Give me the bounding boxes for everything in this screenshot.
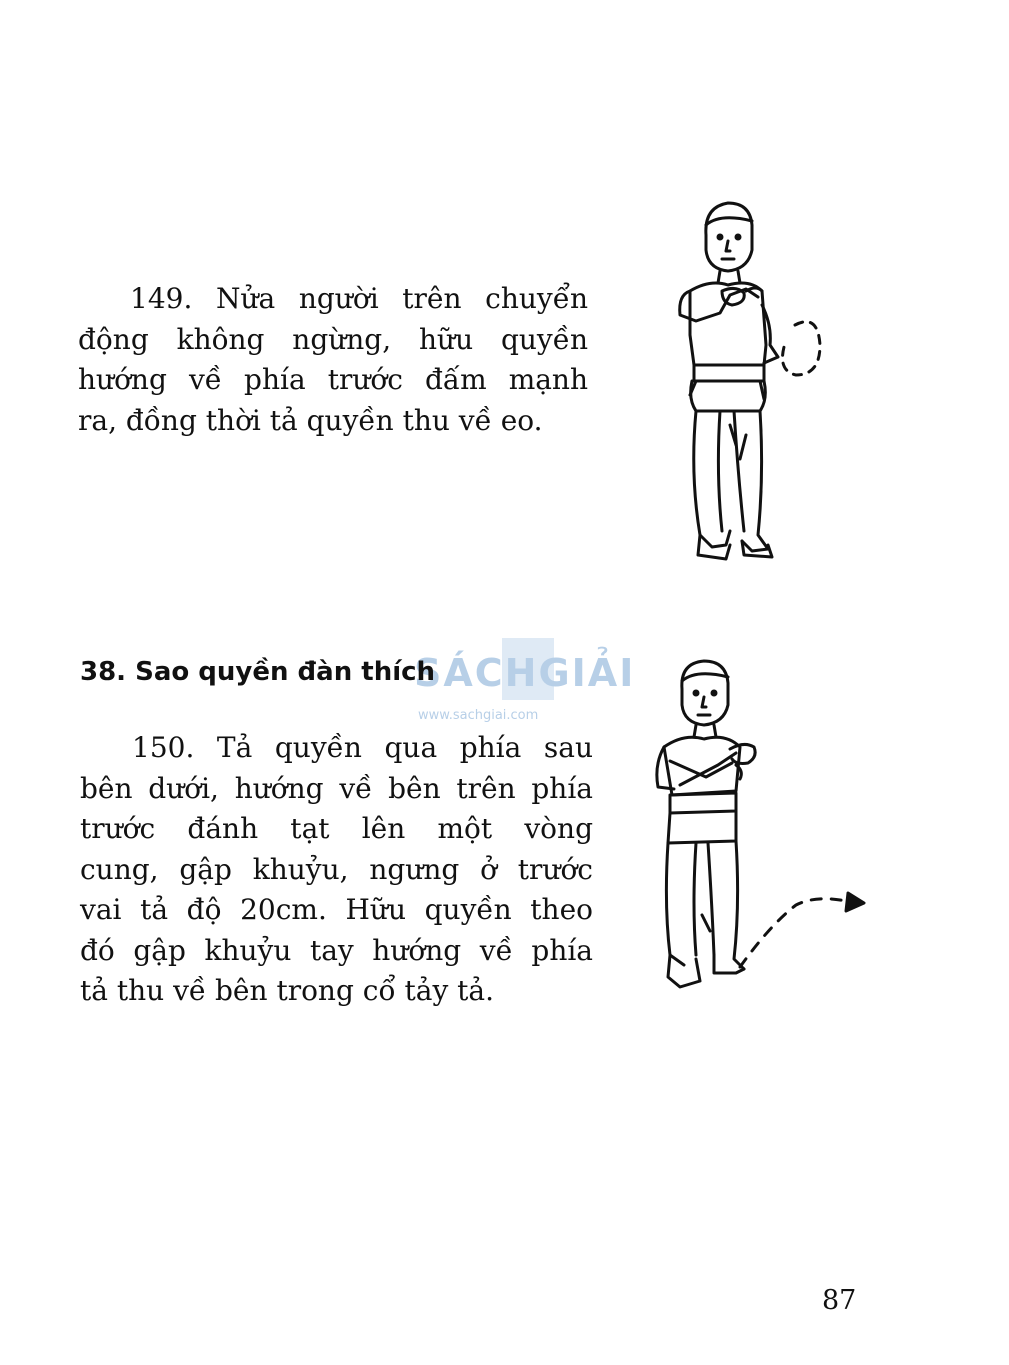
paragraph-line: cung, gập khuỷu, ngưng ở trước	[80, 852, 593, 886]
paragraph-line: trước đánh tạt lên một vòng	[80, 812, 593, 845]
watermark-url: www.sachgiai.com	[418, 708, 539, 723]
paragraph-150	[80, 728, 593, 1012]
martial-arts-figure-150-illustration	[640, 655, 880, 1000]
paragraph-line: hướng về phía trước đấm mạnh	[78, 363, 588, 396]
paragraph-line: vai tả độ 20cm. Hữu quyền theo	[80, 893, 593, 926]
paragraph-line: tả thu về bên trong cổ tảy tả.	[80, 974, 495, 1007]
paragraph-line: 150. Tả quyền qua phía sau	[132, 731, 593, 764]
paragraph-149	[78, 279, 588, 441]
paragraph-line: ra, đồng thời tả quyền thu về eo.	[78, 403, 543, 437]
watermark-logo	[410, 634, 636, 704]
martial-arts-figure-149-illustration	[660, 195, 840, 575]
paragraph-line: bên dưới, hướng về bên trên phía	[80, 771, 593, 805]
paragraph-line: động không ngừng, hữu quyền	[78, 322, 588, 356]
section-heading: 38. Sao quyền đàn thích	[80, 657, 436, 687]
page-number: 87	[822, 1285, 857, 1316]
paragraph-line: đó gập khuỷu tay hướng về phía	[80, 933, 593, 967]
svg-text:SÁCHGIẢI: SÁCHGIẢI	[414, 651, 636, 695]
paragraph-line: 149. Nửa người trên chuyển	[130, 282, 588, 315]
watermark	[410, 632, 636, 732]
